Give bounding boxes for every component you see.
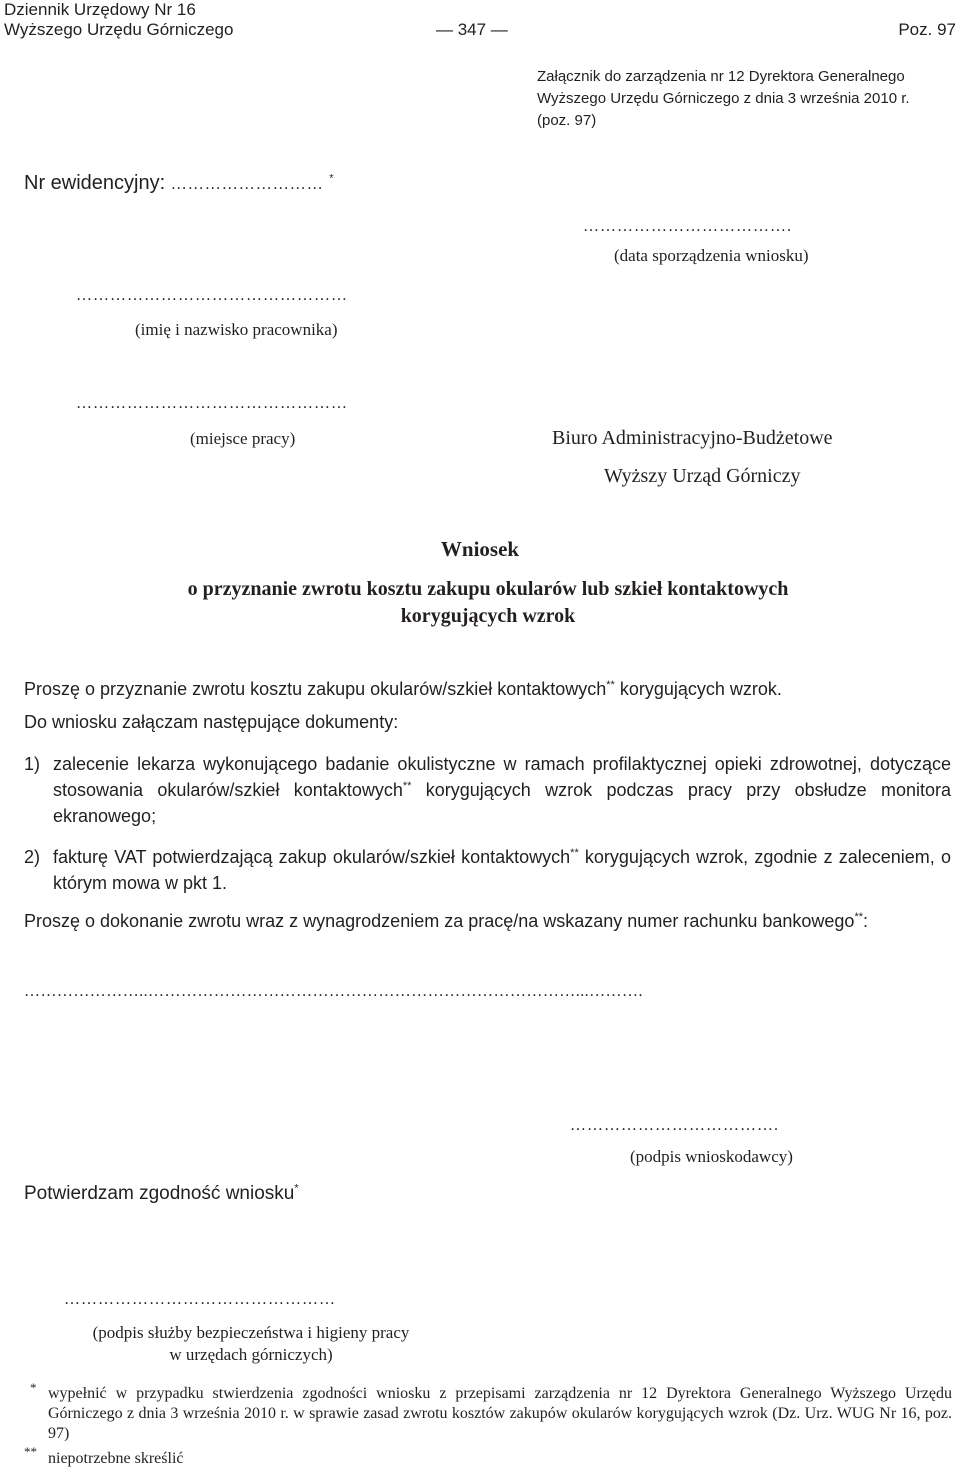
workplace-dots: ………………………………………… <box>76 395 348 412</box>
request-footnote-mark: ** <box>606 679 615 691</box>
registry-dots: ……………………… <box>170 176 324 193</box>
footnote1-mark: * <box>30 1380 37 1395</box>
transfer-paragraph <box>24 908 951 934</box>
journal-title-line1: Dziennik Urzędowy Nr 16 <box>4 0 196 19</box>
safety-caption-line2: w urzędach górniczych) <box>169 1345 333 1364</box>
footnote2-mark: ** <box>24 1444 37 1459</box>
confirmation-text: Potwierdzam zgodność wniosku <box>24 1183 295 1204</box>
item1-number: 1) <box>24 754 41 774</box>
item2-text-part1: fakturę VAT potwierdzającą zakup okularów/szkieł kontaktowych <box>53 847 571 867</box>
safety-caption-line1: (podpis służby bezpieczeństwa i higieny pracy <box>92 1323 410 1342</box>
request-text-part1: Proszę o przyznanie zwrotu kosztu zakupu okularów/szkieł kontaktowych <box>24 679 607 699</box>
bank-account-dots: …………………..……………………………………………………………………...………. <box>24 983 643 1000</box>
attachments-intro: Do wniosku załączam następujące dokumenty: <box>24 712 399 732</box>
document-subtitle <box>0 576 960 630</box>
item1-text <box>53 751 951 829</box>
item1-text-part1: zalecenie lekarza wykonującego badanie okulistyczne w ramach profilaktycznej opieki zdrowotnej, dotyczące stosowania okularów/szkieł kontaktowych <box>53 754 951 800</box>
date-dots: ………………………………. <box>583 218 792 235</box>
annex-line1: Załącznik do zarządzenia nr 12 Dyrektora Generalnego <box>537 68 905 85</box>
registry-footnote-mark: * <box>329 172 334 185</box>
item2-number: 2) <box>24 847 41 867</box>
annex-line3: (poz. 97) <box>537 112 597 129</box>
transfer-text-part2: : <box>863 911 869 931</box>
annex-line2: Wyższego Urzędu Górniczego z dnia 3 września 2010 r. <box>537 90 910 107</box>
transfer-footnote-mark: ** <box>854 911 864 923</box>
applicant-signature-dots: ………………………………. <box>570 1117 779 1134</box>
subtitle-line2: korygujących wzrok <box>400 605 576 627</box>
date-caption: (data sporządzenia wniosku) <box>614 246 809 265</box>
addressee-line2: Wyższy Urząd Górniczy <box>604 465 801 487</box>
subtitle-line1: o przyznanie zwrotu kosztu zakupu okularów lub szkieł kontaktowych <box>187 578 789 600</box>
workplace-caption: (miejsce pracy) <box>190 429 296 448</box>
confirmation-label <box>24 1181 299 1207</box>
footnote1-text: wypełnić w przypadku stwierdzenia zgodności wniosku z przepisami zarządzenia nr 12 Dyrektora Generalnego Wyższego Urzędu Górniczego z dnia 3 września 2010 r. w sprawie zasad zwrotu kosztów zakupów okularów korygujących wzrok (Dz. Urz. WUG Nr 16, poz. 97) <box>48 1385 952 1442</box>
addressee-line1: Biuro Administracyjno-Budżetowe <box>552 427 833 449</box>
position-number: Poz. 97 <box>898 20 956 39</box>
page-number: — 347 — <box>436 20 508 39</box>
journal-title-line2: Wyższego Urzędu Górniczego <box>4 20 234 39</box>
item1-footnote-mark: ** <box>402 780 412 792</box>
safety-signature-dots: ………………………………………… <box>64 1291 336 1308</box>
footnote2-text: niepotrzebne skreślić <box>48 1450 184 1467</box>
registry-label: Nr ewidencyjny: <box>24 172 166 194</box>
request-paragraph <box>24 676 960 702</box>
applicant-signature-caption: (podpis wnioskodawcy) <box>630 1147 793 1166</box>
transfer-text-part1: Proszę o dokonanie zwrotu wraz z wynagrodzeniem za pracę/na wskazany numer rachunku bankowego <box>24 911 855 931</box>
item1-text-part2: korygujących wzrok podczas pracy przy obsłudze monitora ekranowego; <box>53 780 951 826</box>
registry-number-field <box>24 172 334 195</box>
item2-footnote-mark: ** <box>570 847 579 859</box>
annex-note <box>537 66 957 132</box>
confirmation-footnote-mark: * <box>294 1182 299 1195</box>
safety-signature-caption <box>70 1322 432 1366</box>
journal-title <box>4 0 233 40</box>
name-caption: (imię i nazwisko pracownika) <box>135 320 338 339</box>
name-dots: ………………………………………… <box>76 287 348 304</box>
item2-text-part2: korygujących wzrok, zgodnie z zaleceniem, o którym mowa w pkt 1. <box>53 847 952 893</box>
item2-text <box>53 844 951 896</box>
document-title: Wniosek <box>440 537 520 561</box>
request-text-part2: korygujących wzrok. <box>614 679 782 699</box>
